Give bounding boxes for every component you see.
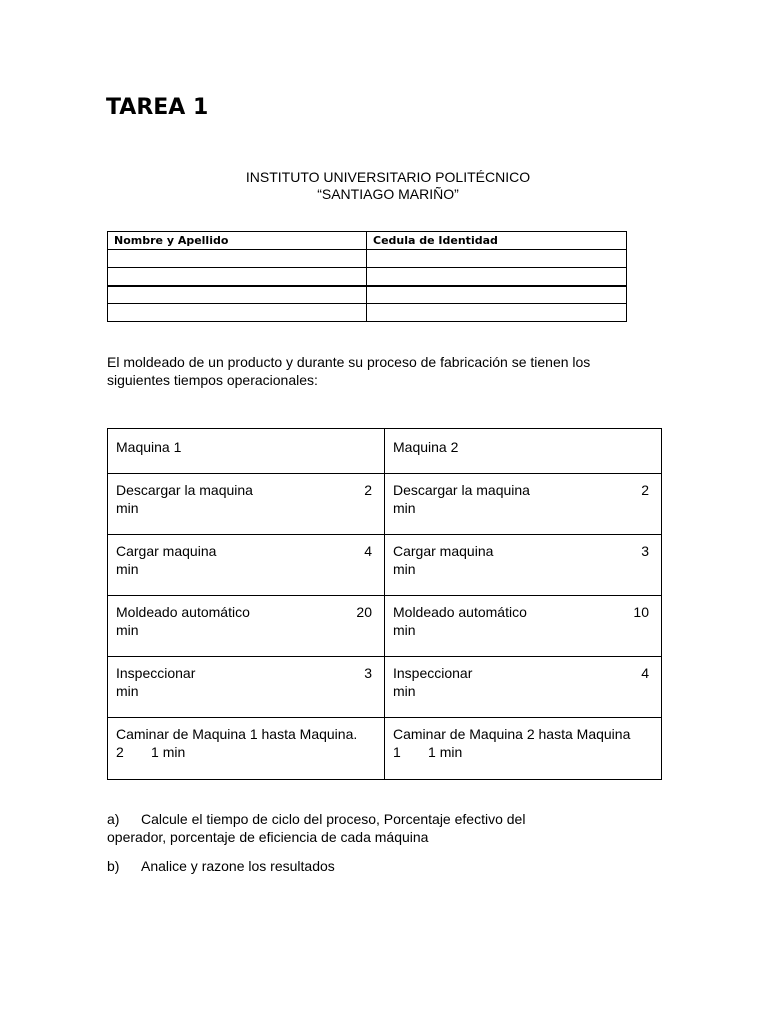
walk-text: Caminar de Maquina 1 hasta Maquina. <box>116 726 358 742</box>
unit-label: min <box>393 561 416 577</box>
name-cell[interactable] <box>108 250 367 268</box>
intro-paragraph: El moldeado de un producto y durante su proceso de fabricación se tienen los siguientes tiempos operacionales: <box>107 354 591 388</box>
task-value: 2 <box>641 482 649 498</box>
unit-label: min <box>393 500 416 516</box>
machine-1-task-cell <box>108 657 385 718</box>
machine-1-task-cell <box>108 596 385 657</box>
id-cell[interactable] <box>367 250 627 268</box>
walk-text: Caminar de Maquina 2 hasta Maquina <box>393 726 631 742</box>
machine-2-task-cell <box>385 657 662 718</box>
task-label: Inspeccionar <box>116 665 196 681</box>
page-title: TAREA 1 <box>106 95 209 120</box>
machine-2-walk-cell <box>385 718 662 780</box>
task-label: Descargar la maquina <box>393 482 530 498</box>
table-row <box>108 596 662 657</box>
table-row <box>108 268 627 286</box>
task-value: 2 <box>364 482 372 498</box>
unit-label: min <box>116 622 139 638</box>
walk-value: 1 1 min <box>393 744 463 760</box>
student-table <box>107 231 627 322</box>
institution-name: INSTITUTO UNIVERSITARIO POLITÉCNICO <box>245 169 531 185</box>
unit-label: min <box>116 561 139 577</box>
question-b <box>107 857 587 875</box>
table-row <box>108 535 662 596</box>
question-a <box>107 810 587 846</box>
task-label: Inspeccionar <box>393 665 473 681</box>
id-cell[interactable] <box>367 286 627 304</box>
task-label: Descargar la maquina <box>116 482 253 498</box>
task-value: 10 <box>633 604 649 620</box>
machine-2-header: Maquina 2 <box>385 429 662 474</box>
machine-1-walk-cell <box>108 718 385 780</box>
task-value: 3 <box>364 665 372 681</box>
id-cell[interactable] <box>367 304 627 322</box>
unit-label: min <box>393 622 416 638</box>
machine-1-task-cell <box>108 474 385 535</box>
task-label: Cargar maquina <box>116 543 217 559</box>
table-row <box>108 250 627 268</box>
task-value: 4 <box>364 543 372 559</box>
question-a-text: Calcule el tiempo de ciclo del proceso, Porcentaje efectivo del operador, porcentaje de eficiencia de cada máquina <box>107 811 526 845</box>
task-label: Moldeado automático <box>116 604 250 620</box>
name-cell[interactable] <box>108 268 367 286</box>
table-row <box>108 657 662 718</box>
task-value: 3 <box>641 543 649 559</box>
question-b-label: b) <box>107 858 120 874</box>
student-table-header <box>108 232 627 250</box>
table-row <box>108 474 662 535</box>
table-row <box>108 304 627 322</box>
machine-2-task-cell <box>385 535 662 596</box>
task-value: 20 <box>356 604 372 620</box>
machine-2-task-cell <box>385 474 662 535</box>
id-cell[interactable] <box>367 268 627 286</box>
name-column-header: Nombre y Apellido <box>108 232 367 250</box>
task-value: 4 <box>641 665 649 681</box>
task-label: Cargar maquina <box>393 543 494 559</box>
unit-label: min <box>116 683 139 699</box>
operation-times-table <box>107 428 662 780</box>
table-row <box>108 718 662 780</box>
machine-1-task-cell <box>108 535 385 596</box>
unit-label: min <box>116 500 139 516</box>
machine-1-header: Maquina 1 <box>108 429 385 474</box>
task-label: Moldeado automático <box>393 604 527 620</box>
institution-subtitle: “SANTIAGO MARIÑO” <box>317 186 459 202</box>
name-cell[interactable] <box>108 286 367 304</box>
table-row <box>108 286 627 304</box>
machine-header-row <box>108 429 662 474</box>
machine-2-task-cell <box>385 596 662 657</box>
walk-value: 2 1 min <box>116 744 186 760</box>
name-cell[interactable] <box>108 304 367 322</box>
question-a-label: a) <box>107 811 120 827</box>
question-b-text: Analice y razone los resultados <box>141 858 335 874</box>
unit-label: min <box>393 683 416 699</box>
id-column-header: Cedula de Identidad <box>367 232 627 250</box>
